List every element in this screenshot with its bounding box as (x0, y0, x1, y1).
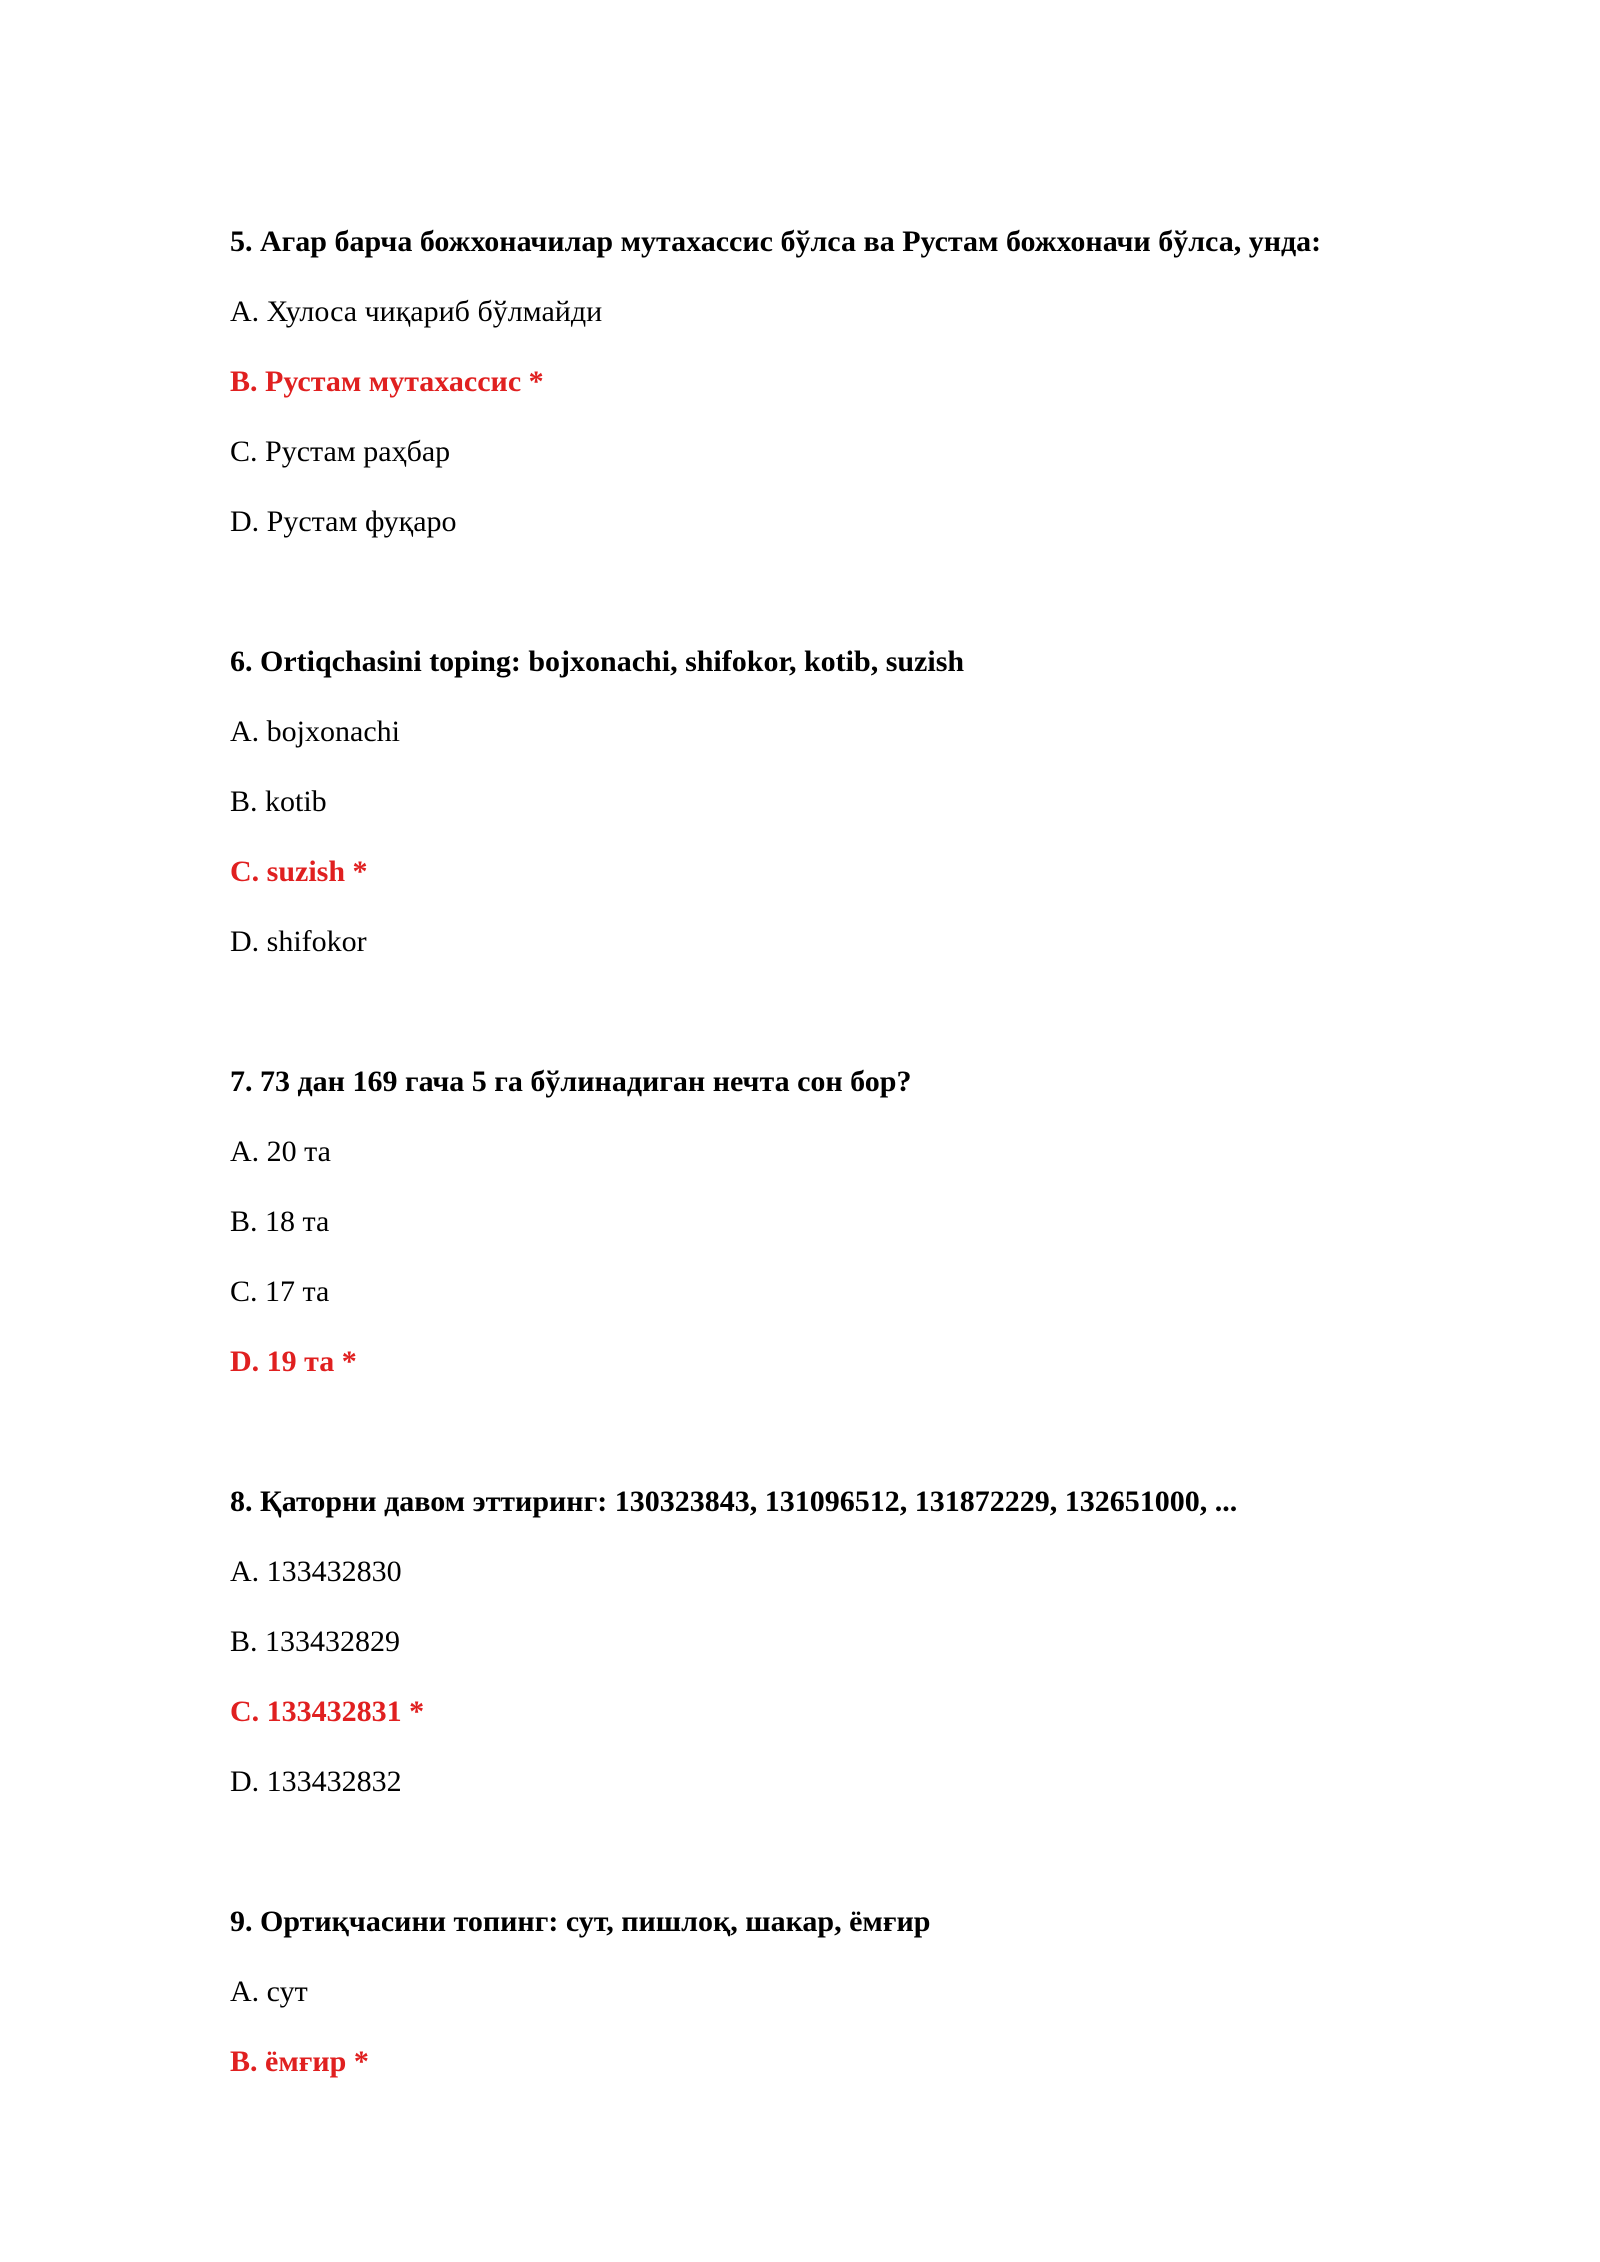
question-6-option-c-correct: C. suzish * (230, 855, 368, 888)
question-7-text: 7. 73 дан 169 гача 5 га бўлинадиган нечта сон бор? (230, 1065, 912, 1098)
question-5-option-a: A. Хулоса чиқариб бўлмайди (230, 295, 603, 328)
question-5-option-b-correct: B. Рустам мутахассис * (230, 365, 544, 398)
question-5-text: 5. Агар барча божхоначилар мутахассис бўлса ва Рустам божхоначи бўлса, унда: (230, 225, 1322, 258)
question-9-option-b-correct: B. ёмғир * (230, 2045, 369, 2078)
question-9-option-a: A. сут (230, 1975, 308, 2008)
question-7-option-b: B. 18 та (230, 1205, 330, 1238)
question-6-option-a: A. bojxonachi (230, 715, 400, 748)
question-8-text: 8. Қаторни давом эттиринг: 130323843, 131096512, 131872229, 132651000, ... (230, 1485, 1238, 1518)
question-5-option-d: D. Рустам фуқаро (230, 505, 457, 538)
question-7-option-a: A. 20 та (230, 1135, 331, 1168)
question-7-option-c: C. 17 та (230, 1275, 330, 1308)
question-8-option-c-correct: C. 133432831 * (230, 1695, 425, 1728)
question-5-option-c: C. Рустам раҳбар (230, 435, 451, 468)
question-8-option-a: A. 133432830 (230, 1555, 402, 1588)
question-8-option-d: D. 133432832 (230, 1765, 402, 1798)
question-6-text: 6. Ortiqchasini toping: bojxonachi, shifokor, kotib, suzish (230, 645, 965, 678)
question-7-option-d-correct: D. 19 та * (230, 1345, 357, 1378)
question-6-option-b: B. kotib (230, 785, 327, 818)
question-6-option-d: D. shifokor (230, 925, 367, 958)
question-8-option-b: B. 133432829 (230, 1625, 401, 1658)
question-9-text: 9. Ортиқчасини топинг: сут, пишлоқ, шакар, ёмғир (230, 1905, 931, 1938)
